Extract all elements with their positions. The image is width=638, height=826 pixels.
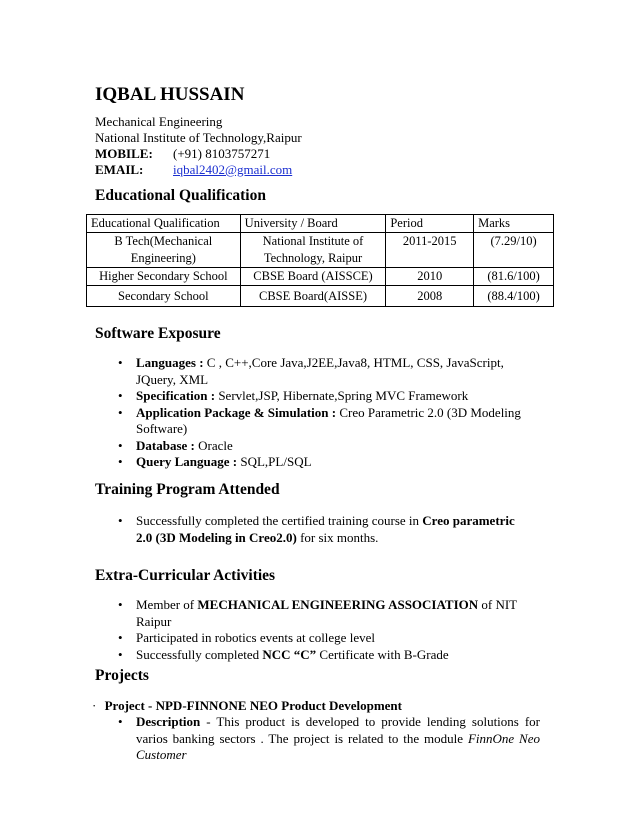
item-text: for six months. bbox=[296, 529, 379, 545]
training-heading: Training Program Attended bbox=[95, 481, 280, 498]
item-text: SQL,PL/SQL bbox=[237, 454, 312, 469]
table-cell: Secondary School bbox=[87, 286, 241, 307]
extra-list bbox=[114, 597, 554, 663]
extra-heading: Extra-Curricular Activities bbox=[95, 567, 276, 584]
item-text: Successfully completed the certified training course in bbox=[136, 513, 423, 528]
item-text: Member of bbox=[136, 597, 198, 612]
mobile-number: (+91) 8103757271 bbox=[173, 146, 271, 161]
project-line bbox=[92, 697, 402, 714]
list-item bbox=[114, 438, 534, 455]
cell-line: National Institute of bbox=[262, 234, 364, 248]
education-heading: Educational Qualification bbox=[95, 187, 266, 204]
mobile-label: MOBILE: bbox=[95, 146, 153, 161]
table-cell: 2011-2015 bbox=[386, 233, 474, 268]
item-text: Certificate with B-Grade bbox=[316, 646, 449, 662]
item-text: Servlet,JSP, Hibernate,Spring MVC Framework bbox=[215, 388, 469, 403]
software-list bbox=[114, 355, 534, 471]
item-label: Languages : bbox=[136, 355, 204, 370]
table-cell: Higher Secondary School bbox=[87, 268, 241, 286]
item-text: C , C++,Core Java,J2EE,Java8, HTML, CSS, JavaScript, JQuery, XML bbox=[136, 355, 504, 387]
table-cell: (7.29/10) bbox=[474, 233, 554, 268]
item-label: Specification : bbox=[136, 388, 216, 403]
institute: National Institute of Technology,Raipur bbox=[95, 130, 302, 145]
list-item bbox=[114, 454, 534, 471]
table-row bbox=[87, 233, 554, 268]
table-row bbox=[87, 268, 554, 286]
table-cell: 2010 bbox=[386, 268, 474, 286]
column-header: University / Board bbox=[240, 215, 386, 233]
education-table bbox=[86, 214, 554, 307]
email-link[interactable]: iqbal2402@gmail.com bbox=[173, 162, 293, 177]
project-title: Project - NPD-FINNONE NEO Product Development bbox=[104, 698, 402, 713]
item-label: Description bbox=[136, 714, 201, 729]
mobile-line bbox=[95, 145, 270, 162]
table-cell: CBSE Board(AISSE) bbox=[240, 286, 386, 307]
item-label: Application Package & Simulation : bbox=[136, 404, 337, 420]
table-cell: (81.6/100) bbox=[474, 268, 554, 286]
list-item bbox=[114, 647, 554, 664]
table-row bbox=[87, 286, 554, 307]
table-cell: CBSE Board (AISSCE) bbox=[240, 268, 386, 286]
software-heading: Software Exposure bbox=[95, 325, 221, 342]
item-text: Participated in robotics events at college level bbox=[136, 630, 375, 645]
projects-heading: Projects bbox=[95, 667, 149, 684]
table-header-row bbox=[87, 215, 554, 233]
list-item bbox=[114, 630, 554, 647]
cell-line: Engineering) bbox=[130, 251, 196, 265]
table-cell bbox=[240, 233, 386, 268]
branch: Mechanical Engineering bbox=[95, 114, 223, 129]
column-header: Marks bbox=[474, 215, 554, 233]
list-item bbox=[114, 714, 540, 764]
item-bold: Creo parametric 2.0 (3D Modeling in Creo2.0) bbox=[136, 513, 515, 545]
training-list bbox=[114, 513, 534, 546]
table-cell bbox=[87, 233, 241, 268]
email-label: EMAIL: bbox=[95, 162, 144, 177]
item-text: Oracle bbox=[194, 437, 233, 453]
list-item bbox=[114, 355, 534, 388]
table-cell: (88.4/100) bbox=[474, 286, 554, 307]
column-header: Educational Qualification bbox=[87, 215, 241, 233]
list-item bbox=[114, 388, 534, 405]
list-item bbox=[114, 405, 534, 438]
item-text: of NIT Raipur bbox=[136, 597, 517, 629]
item-label: Query Language : bbox=[136, 454, 238, 469]
list-item bbox=[114, 513, 534, 546]
item-italic: FinnOne Neo Customer bbox=[136, 730, 541, 762]
item-text: Successfully completed bbox=[136, 646, 263, 662]
column-header: Period bbox=[386, 215, 474, 233]
item-bold: MECHANICAL ENGINEERING ASSOCIATION bbox=[197, 597, 479, 612]
item-text: - This product is developed to provide lending solutions for varios banking sectors . The project is related to the module bbox=[136, 714, 540, 746]
project-desc-list bbox=[114, 714, 540, 764]
cell-line: B Tech(Mechanical bbox=[114, 234, 213, 248]
cell-line: Technology, Raipur bbox=[263, 251, 363, 265]
candidate-name: IQBAL HUSSAIN bbox=[95, 84, 245, 105]
item-label: Database : bbox=[136, 437, 195, 453]
item-text: Creo Parametric 2.0 (3D Modeling Software) bbox=[136, 404, 521, 436]
table-cell: 2008 bbox=[386, 286, 474, 307]
list-item bbox=[114, 597, 554, 630]
project-marker: · bbox=[92, 698, 97, 713]
email-line bbox=[95, 161, 292, 178]
item-bold: NCC “C” bbox=[262, 646, 317, 662]
